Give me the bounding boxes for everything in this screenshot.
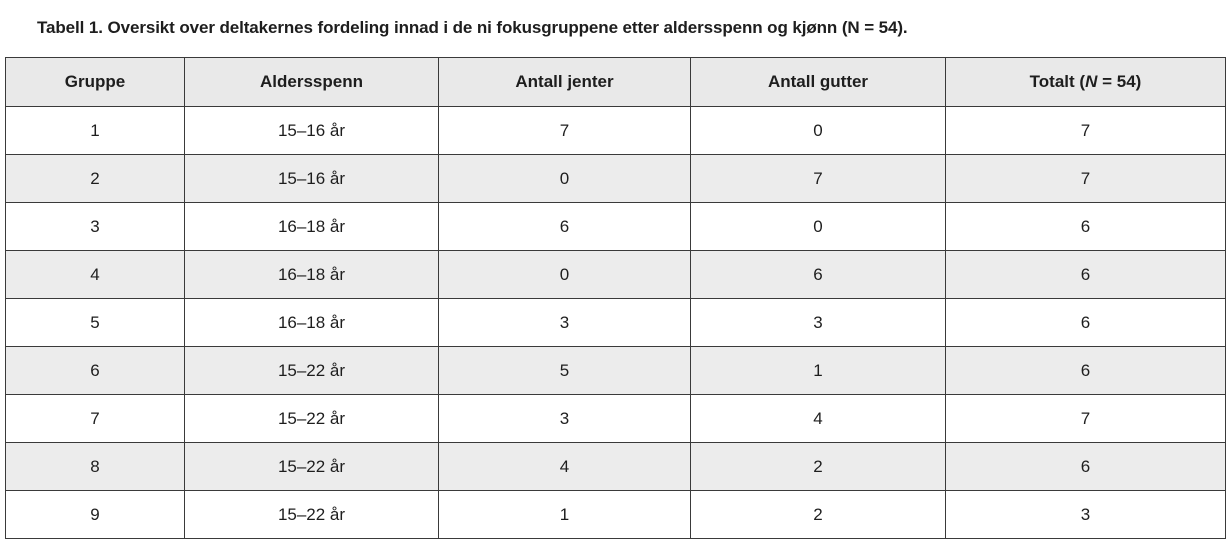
cell-boys: 7 bbox=[691, 155, 946, 203]
cell-boys: 4 bbox=[691, 395, 946, 443]
cell-total: 3 bbox=[946, 491, 1226, 539]
cell-group: 6 bbox=[6, 347, 185, 395]
cell-girls: 4 bbox=[439, 443, 691, 491]
cell-age-range: 15–22 år bbox=[185, 491, 439, 539]
cell-group: 1 bbox=[6, 107, 185, 155]
table-row bbox=[6, 155, 1226, 203]
cell-age-range: 15–16 år bbox=[185, 107, 439, 155]
cell-age-range: 16–18 år bbox=[185, 203, 439, 251]
header-total-suffix: = 54) bbox=[1097, 72, 1142, 91]
cell-age-range: 15–22 år bbox=[185, 347, 439, 395]
cell-age-range: 15–22 år bbox=[185, 395, 439, 443]
header-age-range: Aldersspenn bbox=[185, 58, 439, 107]
cell-girls: 5 bbox=[439, 347, 691, 395]
cell-group: 8 bbox=[6, 443, 185, 491]
table-row bbox=[6, 443, 1226, 491]
cell-total: 6 bbox=[946, 299, 1226, 347]
cell-boys: 3 bbox=[691, 299, 946, 347]
cell-boys: 0 bbox=[691, 203, 946, 251]
cell-total: 6 bbox=[946, 251, 1226, 299]
cell-total: 7 bbox=[946, 395, 1226, 443]
table-row bbox=[6, 299, 1226, 347]
header-total-n: N bbox=[1085, 72, 1098, 91]
cell-total: 7 bbox=[946, 107, 1226, 155]
table-caption: Tabell 1. Oversikt over deltakernes fordeling innad i de ni fokusgruppene etter aldersspenn og kjønn (N = 54). bbox=[37, 18, 908, 37]
cell-boys: 1 bbox=[691, 347, 946, 395]
cell-age-range: 16–18 år bbox=[185, 251, 439, 299]
header-boys: Antall gutter bbox=[691, 58, 946, 107]
cell-boys: 0 bbox=[691, 107, 946, 155]
cell-total: 6 bbox=[946, 443, 1226, 491]
cell-total: 6 bbox=[946, 347, 1226, 395]
cell-girls: 0 bbox=[439, 155, 691, 203]
header-row bbox=[6, 58, 1226, 107]
cell-boys: 2 bbox=[691, 491, 946, 539]
cell-total: 7 bbox=[946, 155, 1226, 203]
cell-group: 4 bbox=[6, 251, 185, 299]
cell-boys: 2 bbox=[691, 443, 946, 491]
cell-group: 9 bbox=[6, 491, 185, 539]
cell-group: 3 bbox=[6, 203, 185, 251]
cell-girls: 3 bbox=[439, 299, 691, 347]
cell-age-range: 16–18 år bbox=[185, 299, 439, 347]
cell-girls: 0 bbox=[439, 251, 691, 299]
table-row bbox=[6, 395, 1226, 443]
participants-table bbox=[5, 57, 1226, 539]
table-row bbox=[6, 203, 1226, 251]
cell-group: 7 bbox=[6, 395, 185, 443]
cell-girls: 7 bbox=[439, 107, 691, 155]
table-row bbox=[6, 251, 1226, 299]
cell-girls: 6 bbox=[439, 203, 691, 251]
table-row bbox=[6, 347, 1226, 395]
header-total-prefix: Totalt ( bbox=[1029, 72, 1086, 91]
cell-group: 5 bbox=[6, 299, 185, 347]
cell-age-range: 15–16 år bbox=[185, 155, 439, 203]
header-girls: Antall jenter bbox=[439, 58, 691, 107]
table-body bbox=[6, 107, 1226, 539]
cell-group: 2 bbox=[6, 155, 185, 203]
cell-age-range: 15–22 år bbox=[185, 443, 439, 491]
cell-girls: 3 bbox=[439, 395, 691, 443]
cell-girls: 1 bbox=[439, 491, 691, 539]
cell-total: 6 bbox=[946, 203, 1226, 251]
cell-boys: 6 bbox=[691, 251, 946, 299]
header-group: Gruppe bbox=[6, 58, 185, 107]
table-row bbox=[6, 491, 1226, 539]
header-total bbox=[946, 58, 1226, 107]
table-row bbox=[6, 107, 1226, 155]
